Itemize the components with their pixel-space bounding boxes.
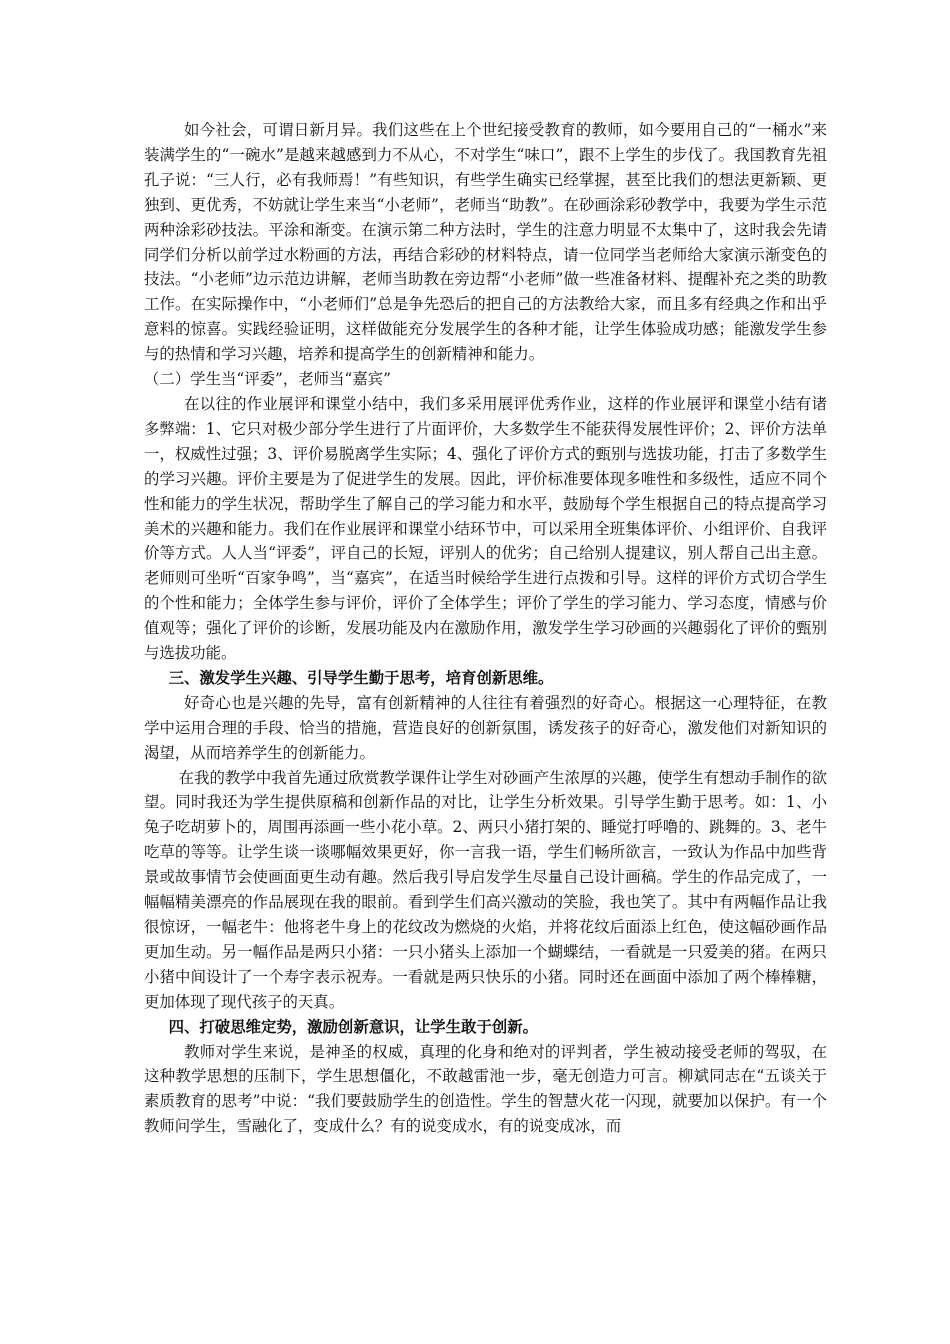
document-page	[144, 118, 827, 1139]
paragraph-curiosity: 好奇心也是兴趣的先导，富有创新精神的人往往有着强烈的好奇心。根据这一心理特征，在教学中运用合理的手段、恰当的措施，营造良好的创新氛围，诱发孩子的好奇心，激发他们对新知识的渴望，从而培养学生的创新能力。	[144, 693, 827, 762]
paragraph-little-teacher: 如今社会，可谓日新月异。我们这些在上个世纪接受教育的教师，如今要用自己的“一桶水”来装满学生的“一碗水”是越来越感到力不从心，不对学生“味口”，跟不上学生的步伐了。我国教育先祖孔子说：“三人行，必有我师焉！”有些知识，有些学生确实已经掌握，甚至比我们的想法更新颖、更独到、更优秀，不妨就让学生来当“小老师”，老师当“助教”。在砂画涂彩砂教学中，我要为学生示范两种涂彩砂技法。平涂和渐变。在演示第二种方法时，学生的注意力明显不太集中了，这时我会先请同学们分析以前学过水粉画的方法，再结合彩砂的材料特点，请一位同学当老师给大家演示渐变色的技法。“小老师”边示范边讲解，老师当助教在旁边帮“小老师”做一些准备材料、提醒补充之类的助教工作。在实际操作中，“小老师们”总是争先恐后的把自己的方法教给大家，而且多有经典之作和出乎意料的惊喜。实践经验证明，这样做能充分发展学生的各种才能，让学生体验成功感；能激发学生参与的热情和学习兴趣，培养和提高学生的创新精神和能力。	[144, 121, 827, 364]
paragraph-evaluation: 在以往的作业展评和课堂小结中，我们多采用展评优秀作业，这样的作业展评和课堂小结有诸多弊端：1、它只对极少部分学生进行了片面评价，大多数学生不能获得发展性评价；2、评价方法单一，权威性过强；3、评价易脱离学生实际；4、强化了评价方式的甄别与选拔功能，打击了多数学生的学习兴趣。评价主要是为了促进学生的发展。因此，评价标准要体现多唯性和多级性，适应不同个性和能力的学生状况，帮助学生了解自己的学习能力和水平，鼓励每个学生根据自己的特点提高学习美术的兴趣和能力。我们在作业展评和课堂小结环节中，可以采用全班集体评价、小组评价、自我评价等方式。人人当“评委”，评自己的长短，评别人的优劣；自己给别人提建议，别人帮自己出主意。老师则可坐听“百家争鸣”，当“嘉宾”，在适当时候给学生进行点拨和引导。这样的评价方式切合学生的个性和能力；全体学生参与评价，评价了全体学生；评价了学生的学习能力、学习态度，情感与价值观等；强化了评价的诊断，发展功能及内在激励作用，激发学生学习砂画的兴趣弱化了评价的甄别与选拔功能。	[144, 394, 827, 663]
paragraph-break-thinking: 教师对学生来说，是神圣的权威，真理的化身和绝对的评判者，学生被动接受老师的驾驭，在这种教学思想的压制下，学生思想僵化，不敢越雷池一步，毫无创造力可言。柳斌同志在“五谈关于素质教育的思考”中说：“我们要鼓励学生的创造性。学生的智慧火花一闪现，就要加以保护。有一个教师问学生，雪融化了，变成什么？有的说变成水，有的说变成冰，而	[144, 1042, 827, 1136]
paragraph-teaching-example: 在我的教学中我首先通过欣赏教学课件让学生对砂画产生浓厚的兴趣，使学生有想动手制作的欲望。同时我还为学生提供原稿和创新作品的对比，让学生分析效果。引导学生勤于思考。如：1、小兔子吃胡萝卜的，周围再添画一些小花小草。2、两只小猪打架的、睡觉打呼噜的、跳舞的。3、老牛吃草的等等。让学生谈一谈哪幅效果更好，你一言我一语，学生们畅所欲言，一致认为作品中加些背景或故事情节会使画面更生动有趣。然后我引导启发学生尽量自己设计画稿。学生的作品完成了，一幅幅精美漂亮的作品展现在我的眼前。看到学生们高兴激动的笑脸，我也笑了。其中有两幅作品让我很惊讶，一幅老牛：他将老牛身上的花纹改为燃烧的火焰，并将花纹后面添上红色，使这幅砂画作品更加生动。另一幅作品是两只小猪：一只小猪头上添加一个蝴蝶结，一看就是一只爱美的猪。在两只小猪中间设计了一个寿字表示祝寿。一看就是两只快乐的小猪。同时还在画面中添加了两个棒棒糖，更加体现了现代孩子的天真。	[144, 768, 827, 1011]
subheading-students-as-judges: （二）学生当“评委”，老师当“嘉宾”	[144, 370, 391, 389]
section-heading-four: 四、打破思维定势，激励创新意识，让学生敢于创新。	[168, 1017, 539, 1036]
section-heading-three: 三、激发学生兴趣、引导学生勤于思考，培育创新思维。	[168, 668, 554, 687]
